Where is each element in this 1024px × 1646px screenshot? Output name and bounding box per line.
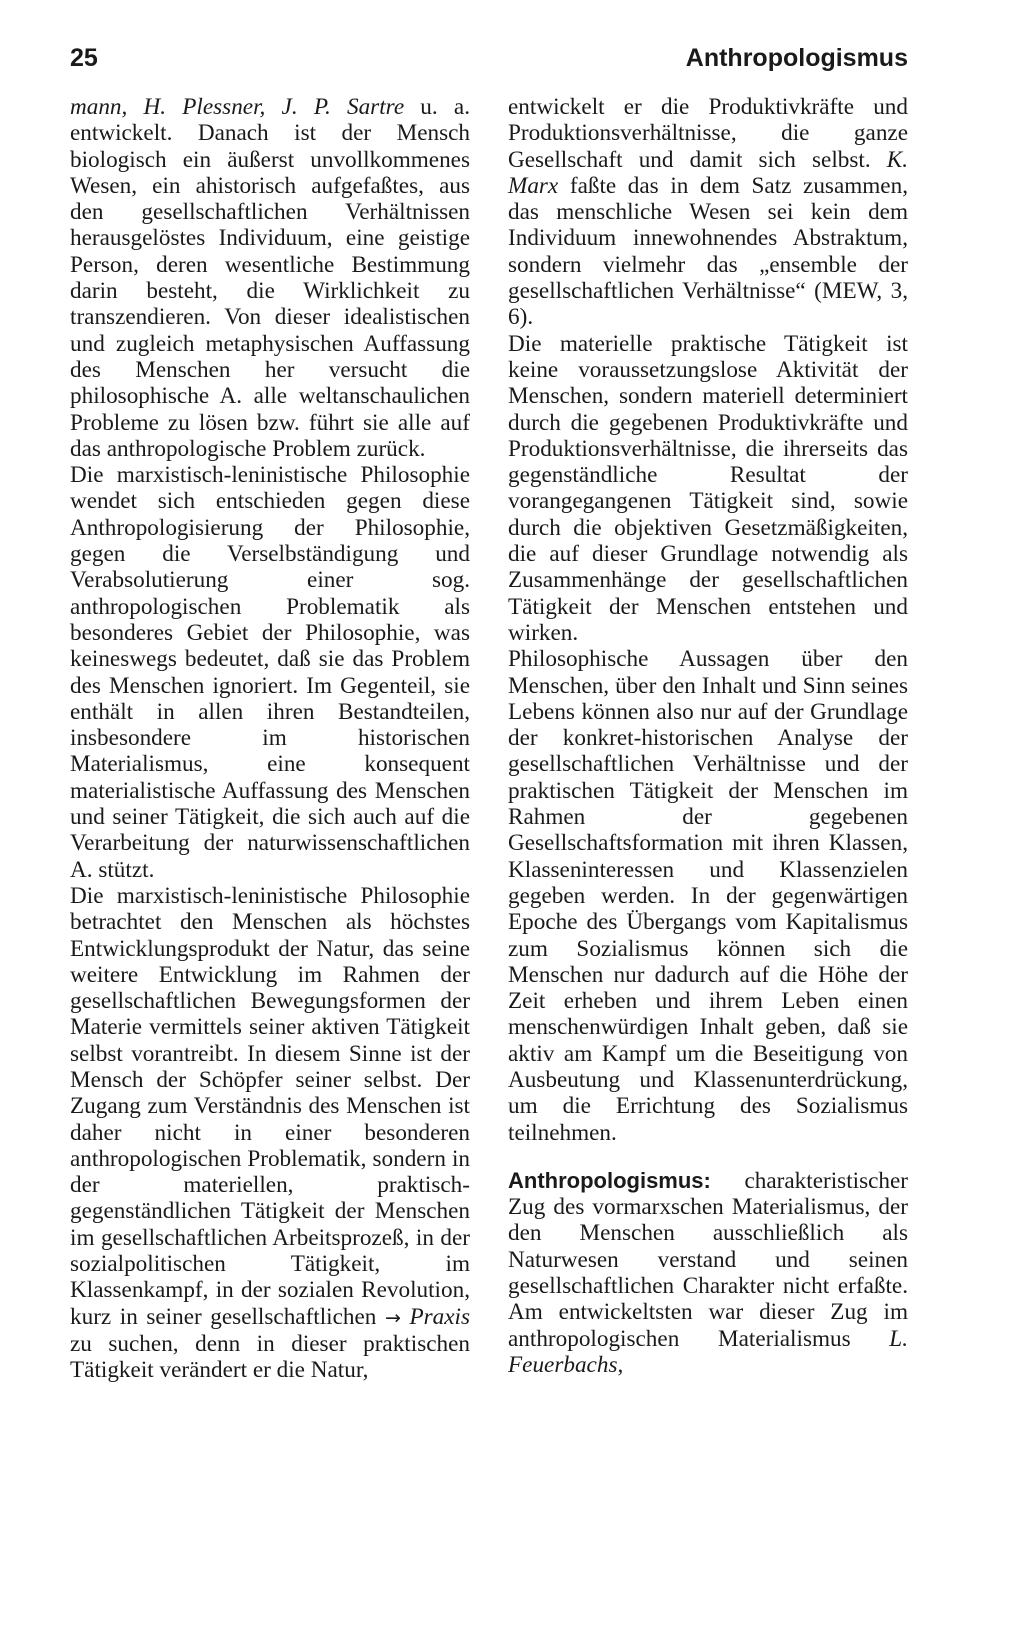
entry-anthropologismus [508,1168,908,1378]
entry-headword: Anthropologismus: [508,1167,711,1193]
paragraph-practical-activity: Die materielle praktische Tätigkeit ist keine voraussetzungslose Aktivität der Menschen, sondern materiell determiniert durch die gegebenen Produktivkräfte und Produktionsverhältnisse, die ihrerseits das gegenständliche Resultat der vorangegangenen Tätigkeit sind, sowie durch die objektiven Gesetzmäßigkeiten, die auf dieser Grundlage notwendig als Zusammenhänge der gesellschaftlichen Tätigkeit der Menschen entstehen und wirken. [508,330,908,646]
paragraph-text: Die marxistisch-leninistische Philosophie betrachtet den Menschen als höchstes Entwicklungsprodukt der Natur, das seine weitere Entwicklung im Rahmen der gesellschaftlichen Bewegungsformen der Materie vermittels seiner aktiven Tätigkeit selbst vorantreibt. In diesem Sinne ist der Mensch der Schöpfer seiner selbst. Der Zugang zum Verständnis des Menschen ist daher nicht in einer besonderen anthropologischen Problematik, sondern in der materiellen, praktisch-gegenständlichen Tätigkeit der Menschen im gesellschaftlichen Arbeitsprozeß, in der sozialpolitischen Tätigkeit, im Klassenkampf, in der sozialen Revolution, kurz in seiner gesellschaftlichen [70,882,470,1330]
cross-reference-arrow-icon: → [384,1306,401,1329]
paragraph-marx-quote [508,94,908,331]
paragraph-text: entwickelt er die Produktivkräfte und Produktionsverhältnisse, die ganze Gesellschaft und damit sich selbst. [508,94,908,173]
entry-text-end: , [617,1351,624,1378]
paragraph-text: u. a. entwickelt. Danach ist der Mensch biologisch ein äußerst unvollkommenes Wesen, ein ahistorisch aufgefaßtes, aus den gesellschaftlichen Verhältnissen herausgelöstes Individuum, eine geistige Person, deren wesentliche Bestimmung darin besteht, die Wirklichkeit zu transzendieren. Von dieser idealistischen und zugleich metaphysischen Auffassung des Menschen her versucht die philosophische A. alle weltanschaulichen Probleme zu lösen bzw. führt sie alle auf das anthropologische Problem zurück. [70,94,470,462]
paragraph-philosophical-statements: Philosophische Aussagen über den Menschen, über den Inhalt und Sinn seines Lebens können also nur auf der Grundlage der konkret-historischen Analyse der gesellschaftlichen Verhältnisse und der praktischen Tätigkeit der Menschen im Rahmen der gegebenen Gesellschaftsformation mit ihren Klassen, Klasseninteressen und Klassenzielen gegeben werden. In der gegenwärtigen Epoche des Übergangs vom Kapitalismus zum Sozialismus können sich die Menschen nur dadurch auf die Höhe der Zeit erheben und ihrem Leben einen menschenwürdigen Inhalt geben, daß sie aktiv am Kampf um die Beseitigung von Ausbeutung und Klassenunterdrückung, um die Errichtung des Sozialismus teilnehmen. [508,646,908,1146]
left-column [70,94,470,1384]
paragraph-human-view [70,883,470,1384]
paragraph-continuation [70,94,470,462]
right-column [508,94,908,1378]
cross-reference-praxis[interactable]: Praxis [409,1303,470,1330]
running-title: Anthropologismus [685,44,908,72]
page-number: 25 [70,44,98,72]
author-name-marx: K. Marx [508,146,908,199]
paragraph-text: faßte das in dem Satz zusammen, das menschliche Wesen sei kein dem Individuum innewohnendes Abstraktum, sondern vielmehr das „ensemble der gesellschaftlichen Verhältnisse“ (MEW, 3, 6). [508,172,908,331]
entry-text: charakteristischer Zug des vormarxschen Materialismus, der den Menschen ausschließlich als Naturwesen verstand und seinen gesellschaftlichen Charakter nicht erfaßte. Am entwickeltsten war dieser Zug im anthropologischen Materialismus [508,1167,908,1352]
paragraph-marxist-philosophy: Die marxistisch-leninistische Philosophie wendet sich entschieden gegen diese Anthropologisierung der Philosophie, gegen die Verselbständigung und Verabsolutierung einer sog. anthropologischen Problematik als besonderes Gebiet der Philosophie, was keineswegs bedeutet, daß sie das Problem des Menschen ignoriert. Im Gegenteil, sie enthält in allen ihren Bestandteilen, insbesondere im historischen Materialismus, eine konsequent materialistische Auffassung des Menschen und seiner Tätigkeit, die sich auch auf die Verarbeitung der naturwissenschaftlichen A. stützt. [70,462,470,883]
author-name-feuerbach: L. Feuerbachs [508,1325,908,1378]
paragraph-text: zu suchen, denn in dieser praktischen Tätigkeit verändert er die Natur, [70,1330,470,1384]
author-names: mann, H. Plessner, J. P. Sartre [70,94,405,120]
